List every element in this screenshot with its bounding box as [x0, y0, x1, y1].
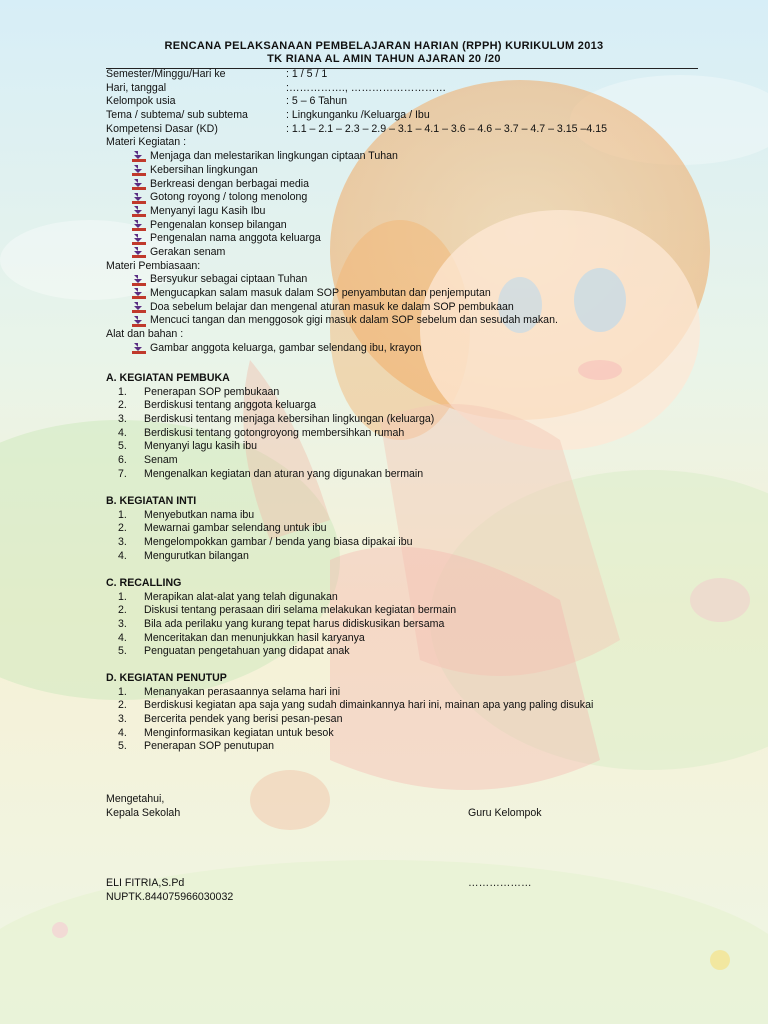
signature-names-row — [106, 877, 706, 891]
list-number: 5. — [118, 440, 127, 453]
list-item — [118, 427, 706, 441]
list-number: 4. — [118, 631, 127, 644]
section-kegiatan-pembuka — [106, 372, 706, 482]
info-value: : 1 / 5 / 1 — [286, 68, 328, 80]
info-value: : 5 – 6 Tahun — [286, 95, 348, 108]
info-value: : 1.1 – 2.1 – 2.3 – 2.9 – 3.1 – 4.1 – 3.6 – 4.6 – 3.7 – 4.7 – 3.15 –4.15 — [286, 122, 608, 135]
info-label: Kelompok usia — [106, 95, 176, 108]
arrow-bullet-icon — [132, 288, 146, 299]
list-item-text: Berdiskusi tentang anggota keluarga — [144, 399, 316, 412]
arrow-bullet-icon — [132, 179, 146, 190]
list-item-text: Menanyakan perasaannya selama hari ini — [144, 685, 341, 698]
list-item-text: Pengenalan nama anggota keluarga — [150, 232, 321, 245]
mengetahui-text: Mengetahui, — [106, 793, 165, 805]
list-item — [132, 342, 706, 356]
list-number: 1. — [118, 685, 127, 698]
arrow-bullet-icon — [132, 220, 146, 231]
arrow-bullet-icon — [132, 302, 146, 313]
list-item — [132, 232, 706, 246]
arrow-bullet-icon — [132, 193, 146, 204]
list-item-text: Merapikan alat-alat yang telah digunakan — [144, 590, 338, 603]
alat-bahan-label: Alat dan bahan : — [106, 328, 184, 341]
list-item-text: Penerapan SOP penutupan — [144, 740, 274, 753]
list-item — [118, 536, 706, 550]
info-row-competency — [106, 123, 706, 137]
signature-block — [106, 793, 706, 821]
signature-labels-row — [106, 807, 706, 821]
list-number: 1. — [118, 590, 127, 603]
guru-kelompok-name: ……………… — [468, 877, 532, 889]
list-item-text: Penerapan SOP pembukaan — [144, 385, 280, 398]
list-item-text: Gerakan senam — [150, 245, 226, 258]
list-item — [132, 150, 706, 164]
info-label: Tema / subtema/ sub subtema — [106, 109, 248, 122]
materi-kegiatan-label: Materi Kegiatan : — [106, 136, 187, 149]
arrow-bullet-icon — [132, 275, 146, 286]
list-item — [118, 550, 706, 564]
list-number: 4. — [118, 426, 127, 439]
materi-pembiasaan-label: Materi Pembiasaan: — [106, 259, 201, 272]
section-kegiatan-inti — [106, 495, 706, 563]
list-item — [132, 164, 706, 178]
list-item — [132, 205, 706, 219]
arrow-bullet-icon — [132, 343, 146, 354]
list-item — [132, 301, 706, 315]
list-item-text: Berdiskusi kegiatan apa saja yang sudah dimainkannya hari ini, mainan apa yang paling disukai — [144, 699, 594, 712]
list-item — [118, 618, 706, 632]
list-item-text: Berkreasi dengan berbagai media — [150, 177, 310, 190]
list-number: 3. — [118, 536, 127, 549]
list-number: 6. — [118, 454, 127, 467]
signature-names — [106, 877, 706, 905]
info-row-theme — [106, 109, 706, 123]
list-number: 2. — [118, 699, 127, 712]
list-item-text: Mengenalkan kegiatan dan aturan yang digunakan bermain — [144, 467, 424, 480]
arrow-bullet-icon — [132, 316, 146, 327]
ordered-list — [118, 591, 706, 659]
list-number: 2. — [118, 604, 127, 617]
list-number: 4. — [118, 726, 127, 739]
info-label: Hari, tanggal — [106, 81, 167, 94]
section-heading: C. RECALLING — [106, 577, 182, 589]
list-item — [118, 468, 706, 482]
section-heading: D. KEGIATAN PENUTUP — [106, 672, 227, 684]
info-label: Kompetensi Dasar (KD) — [106, 122, 218, 135]
list-number: 2. — [118, 399, 127, 412]
kepala-sekolah-name: ELI FITRIA,S.Pd — [106, 877, 185, 889]
info-row-age-group — [106, 95, 706, 109]
list-item — [118, 522, 706, 536]
list-item-text: Menyebutkan nama ibu — [144, 508, 255, 521]
list-item-text: Mewarnai gambar selendang untuk ibu — [144, 522, 327, 535]
list-number: 5. — [118, 645, 127, 658]
list-number: 2. — [118, 522, 127, 535]
list-item — [118, 604, 706, 618]
ordered-list — [118, 509, 706, 564]
list-item — [118, 454, 706, 468]
info-value: :……………., ……………………… — [286, 81, 447, 94]
list-item-text: Pengenalan konsep bilangan — [150, 218, 287, 231]
info-row-semester — [106, 68, 706, 82]
list-item — [118, 740, 706, 754]
list-number: 7. — [118, 467, 127, 480]
info-label: Semester/Minggu/Hari ke — [106, 68, 226, 80]
list-item-text: Diskusi tentang perasaan diri selama melakukan kegiatan bermain — [144, 604, 457, 617]
arrow-bullet-icon — [132, 165, 146, 176]
list-item — [118, 727, 706, 741]
document-subtitle: TK RIANA AL AMIN TAHUN AJARAN 20 /20 — [267, 53, 501, 65]
list-item — [132, 219, 706, 233]
alat-bahan-list — [132, 342, 706, 356]
list-item — [118, 645, 706, 659]
list-item — [132, 246, 706, 260]
ordered-list — [118, 686, 706, 754]
list-item-text: Menginformasikan kegiatan untuk besok — [144, 726, 334, 739]
list-item-text: Mengucapkan salam masuk dalam SOP penyambutan dan penjemputan — [150, 287, 491, 300]
list-item — [118, 699, 706, 713]
list-item — [118, 686, 706, 700]
list-number: 4. — [118, 549, 127, 562]
kepala-sekolah-label: Kepala Sekolah — [106, 807, 181, 819]
list-number: 3. — [118, 618, 127, 631]
ordered-list — [118, 386, 706, 482]
list-number: 3. — [118, 713, 127, 726]
materi-pembiasaan-list — [132, 273, 706, 328]
list-item — [132, 314, 706, 328]
list-item-text: Doa sebelum belajar dan mengenal aturan masuk ke dalam SOP pembukaan — [150, 300, 514, 313]
section-heading: A. KEGIATAN PEMBUKA — [106, 372, 230, 384]
list-item-text: Gotong royong / tolong menolong — [150, 191, 308, 204]
section-heading: B. KEGIATAN INTI — [106, 495, 197, 507]
list-item — [118, 440, 706, 454]
arrow-bullet-icon — [132, 234, 146, 245]
list-item — [118, 509, 706, 523]
list-item — [118, 632, 706, 646]
list-item-text: Bersyukur sebagai ciptaan Tuhan — [150, 273, 308, 286]
list-item-text: Berdiskusi tentang menjaga kebersihan lingkungan (keluarga) — [144, 413, 435, 426]
section-kegiatan-penutup — [106, 672, 706, 754]
kepala-sekolah-nuptk: NUPTK.844075966030032 — [106, 891, 234, 903]
info-block — [106, 68, 706, 355]
arrow-bullet-icon — [132, 151, 146, 162]
list-item — [118, 591, 706, 605]
list-item-text: Penguatan pengetahuan yang didapat anak — [144, 645, 350, 658]
list-item — [118, 399, 706, 413]
list-item-text: Bila ada perilaku yang kurang tepat harus didiskusikan bersama — [144, 618, 445, 631]
list-item-text: Senam — [144, 454, 178, 467]
arrow-bullet-icon — [132, 206, 146, 217]
list-item-text: Kebersihan lingkungan — [150, 163, 258, 176]
list-number: 1. — [118, 385, 127, 398]
info-row-date — [106, 82, 706, 96]
materi-kegiatan-list — [132, 150, 706, 260]
list-item — [132, 178, 706, 192]
list-item-text: Menjaga dan melestarikan lingkungan ciptaan Tuhan — [150, 150, 398, 163]
list-item-text: Menyanyi lagu kasih ibu — [144, 440, 258, 453]
guru-kelompok-label: Guru Kelompok — [468, 807, 542, 819]
list-item — [118, 413, 706, 427]
list-item — [132, 273, 706, 287]
list-item-text: Bercerita pendek yang berisi pesan-pesan — [144, 713, 343, 726]
list-item-text: Berdiskusi tentang gotongroyong membersihkan rumah — [144, 426, 405, 439]
list-number: 5. — [118, 740, 127, 753]
arrow-bullet-icon — [132, 247, 146, 258]
list-number: 1. — [118, 508, 127, 521]
list-item — [132, 191, 706, 205]
list-item-text: Mengelompokkan gambar / benda yang biasa dipakai ibu — [144, 536, 413, 549]
list-item-text: Mencuci tangan dan menggosok gigi masuk dalam SOP sebelum dan sesudah makan. — [150, 314, 558, 327]
list-item — [132, 287, 706, 301]
section-recalling — [106, 577, 706, 659]
list-item-text: Gambar anggota keluarga, gambar selendang ibu, krayon — [150, 341, 422, 354]
document-title: RENCANA PELAKSANAAN PEMBELAJARAN HARIAN (RPPH) KURIKULUM 2013 — [164, 40, 604, 52]
list-item-text: Menyanyi lagu Kasih Ibu — [150, 204, 266, 217]
list-item-text: Mengurutkan bilangan — [144, 549, 249, 562]
list-item — [118, 713, 706, 727]
info-value: : Lingkunganku /Keluarga / Ibu — [286, 109, 430, 122]
list-number: 3. — [118, 413, 127, 426]
list-item — [118, 386, 706, 400]
list-item-text: Menceritakan dan menunjukkan hasil karyanya — [144, 631, 365, 644]
